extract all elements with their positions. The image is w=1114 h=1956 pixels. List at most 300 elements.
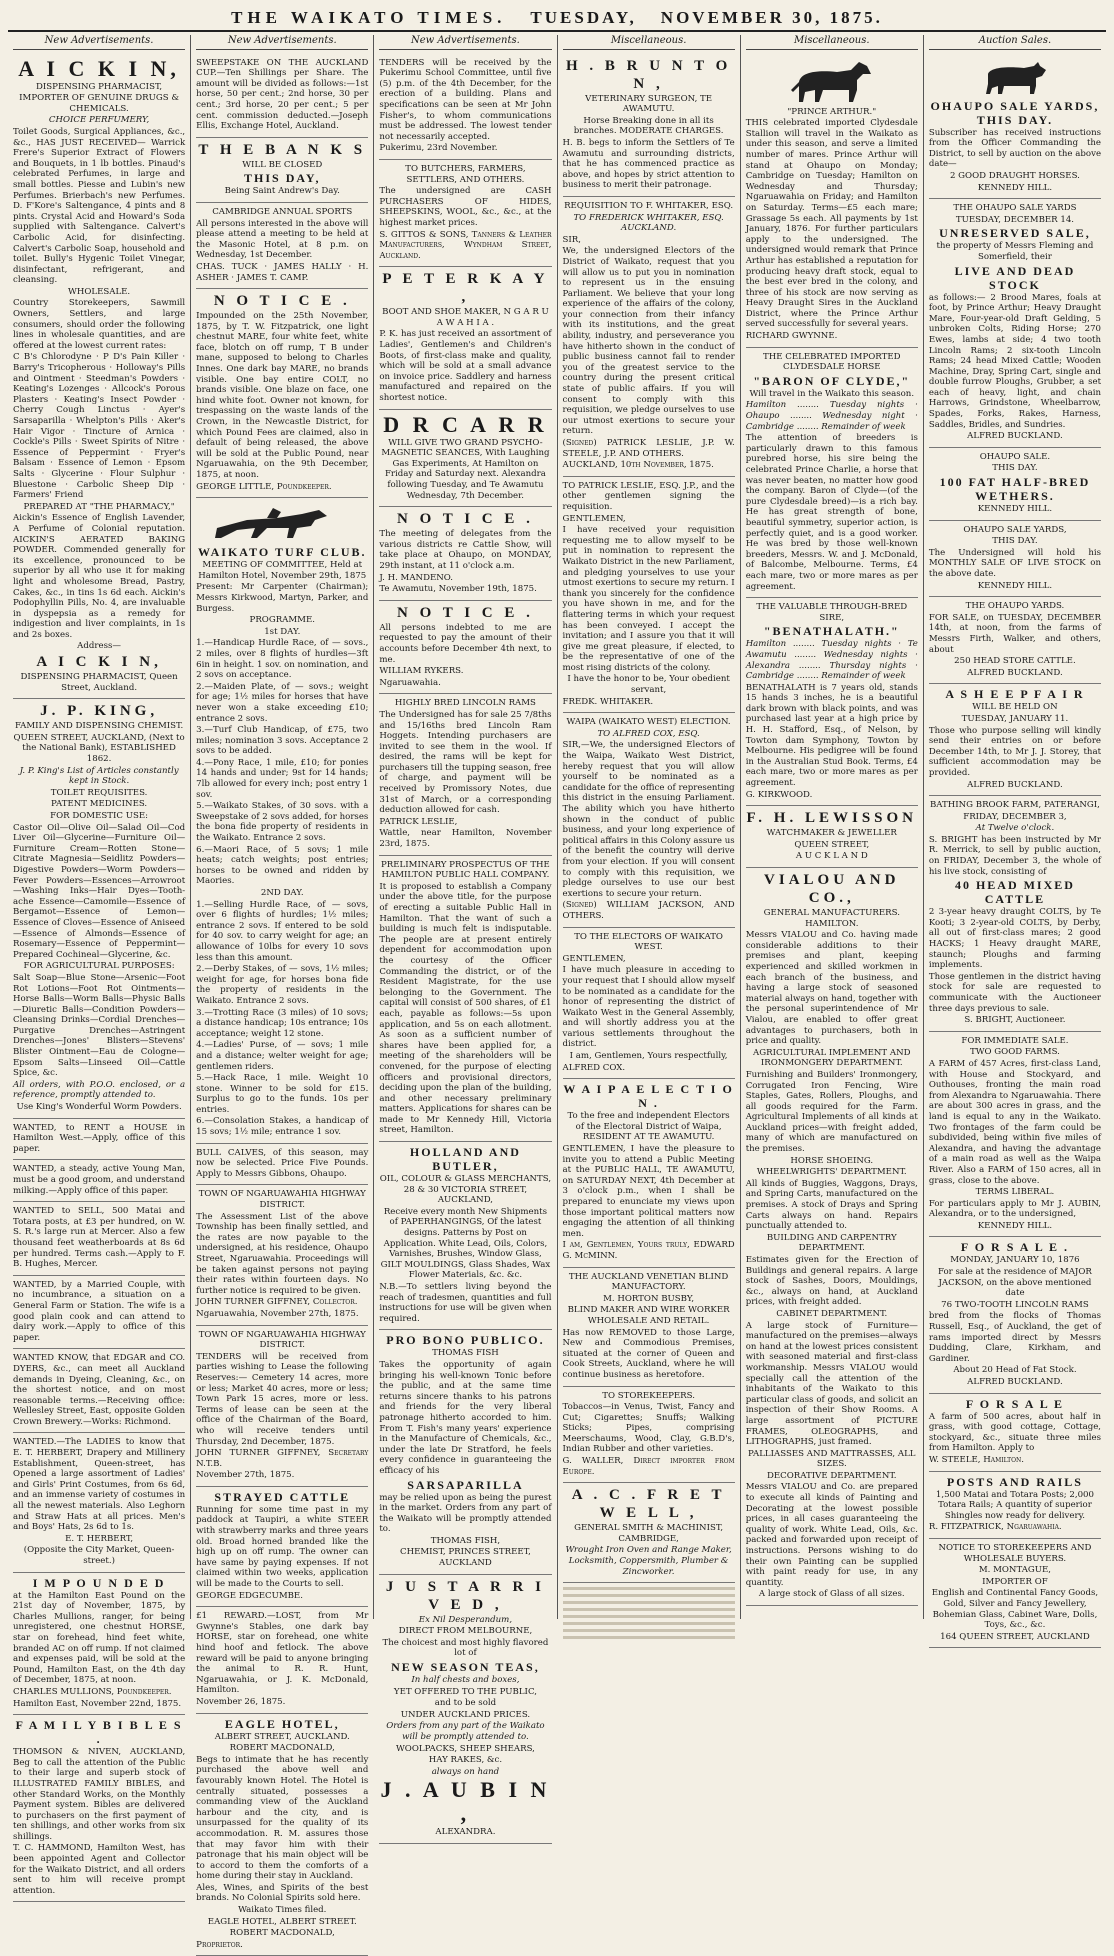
racehorse-icon — [207, 504, 357, 542]
ad-heading: D R C A R R — [383, 411, 548, 437]
ad-body: The meeting of delegates from the various districts re Cattle Show, will take place at Ohaupo, on MONDAY, 29th instant, at 11 o'clock a.m. — [379, 529, 552, 571]
ad-signature: (Signed) WILLIAM JACKSON, AND OTHERS. — [562, 900, 735, 921]
ad-body: Messrs VIALOU and Co. having made considerable additions to their premises and plant, keeping experienced and skilled workmen in each branch of the business, and having a large stock of seasoned material always on hand, together with the personal superintendence of Mr Vialou, are enabled to offer great advantages to purchasers, both in price and quality. — [745, 930, 918, 1047]
ad-heading: CAMBRIDGE ANNUAL SPORTS — [212, 206, 353, 217]
ad-line: Ngaruawahia, November 27th, 1875. — [196, 1308, 359, 1319]
ad-heading: A S H E E P F A I R — [945, 687, 1085, 702]
ad-subheading: 250 HEAD STORE CATTLE. — [954, 656, 1076, 667]
posts-rails-ad — [929, 1472, 1101, 1539]
ad-body: A large stock of Furniture—manufactured on the premises—always on hand at the lowest prices consistent with seasoned material and first-class workmanship. Messrs VIALOU would specially call the attention of the inhabitants of the Waikato to this particular class of goods, and solicit an inspection of their Show Rooms. A large assortment of PICTURE FRAMES, OLEOGRAPHS, and LITHOGRAPHS, just framed. — [745, 1320, 918, 1448]
ad-subheading: 76 TWO-TOOTH LINCOLN RAMS — [941, 1299, 1089, 1310]
ad-body: FOR SALE, on TUESDAY, DECEMBER 14th, at noon, from the farms of Messrs Firth, Walker, and others, about — [928, 612, 1102, 655]
ad-signature: PATRICK LESLIE, — [379, 816, 458, 827]
masthead-date: NOVEMBER 30, 1875. — [660, 8, 883, 27]
ad-line: J. P. King's List of Articles constantly kept in Stock. — [19, 765, 179, 787]
ad-body: BENATHALATH is 7 years old, stands 15 hands 3 inches, he is a beautiful dark brown with black points, and was purchased last year at a high price by H. H. Stafford, Esq., of Nelson, by Towton dam Symphony, Towton by Melbourne. His pedigree will be found in the Australian Stud Book. Terms, £4 each mare, two or more mares as per agreement. — [745, 682, 918, 789]
ad-line: Will travel in the Waikato this season. — [749, 388, 915, 399]
ad-line: QUEEN STREET, AUCKLAND, (Next to the National Bank), ESTABLISHED 1862. — [13, 732, 185, 765]
ad-subheading: LIVE AND DEAD STOCK — [954, 263, 1076, 292]
ad-subheading: TERMS LIBERAL. — [975, 1187, 1055, 1198]
ad-subheading: HORSE SHOEING. — [790, 1155, 874, 1166]
ad-body: I have much pleasure in acceding to your request that I should allow myself to be nominated as a candidate for the honor of representing the district of Waikato West in the General Assembly, and will shortly address you at the various settlements throughout the district. — [562, 965, 735, 1050]
ad-body: Those who purpose selling will kindly send their entries on or before December 14th, to Mr J. J. Storey, that sufficient accommodation may be provided. — [928, 725, 1102, 778]
ad-line: YET OFFERED TO THE PUBLIC, — [393, 1686, 537, 1697]
ad-heading: F A M I L Y B I B L E S . — [15, 1718, 183, 1747]
ad-line: ALBERT STREET, AUCKLAND. — [214, 1731, 350, 1742]
ad-heading: OHAUPO SALE YARDS, — [963, 524, 1067, 535]
ad-subheading: MONDAY, JANUARY 10, 1876 — [950, 1255, 1080, 1266]
ad-subheading: WOOLPACKS, SHEEP SHEARS, — [395, 1743, 535, 1754]
ad-heading: HOLLAND AND BUTLER, — [409, 1145, 521, 1174]
montague-ad — [929, 1539, 1101, 1648]
ad-heading: F O R S A L E — [965, 1396, 1065, 1411]
ad-heading: TOWN OF NGARUAWAHIA HIGHWAY DISTRICT. — [198, 1329, 366, 1351]
ad-line: FOR AGRICULTURAL PURPOSES: — [23, 961, 175, 972]
herbert-ad — [13, 1433, 185, 1572]
ad-line: A large stock of Glass of all sizes. — [758, 1589, 905, 1600]
masthead — [8, 6, 1106, 32]
masthead-title: THE WAIKATO TIMES. — [231, 8, 507, 27]
ad-heading: TOWN OF NGARUAWAHIA HIGHWAY DISTRICT. — [198, 1189, 366, 1211]
ad-heading: W A I P A E L E C T I O N . — [563, 1082, 734, 1111]
column-6 — [924, 35, 1106, 1642]
ad-line: Te Awamutu, November 19th, 1875. — [379, 584, 537, 595]
race-item: 1.—Handicap Hurdle Race, of — sovs., 2 miles, over 8 flights of hurdles—3ft 6in in height. 1 sov. on nomination, and 2 sovs on acceptance. — [196, 638, 369, 681]
ad-heading: STRAYED CATTLE — [214, 1489, 351, 1504]
cattle-show-notice — [379, 507, 551, 601]
ad-line: TO ALFRED COX, ESQ. — [597, 728, 700, 739]
ad-line: November 27th, 1875. — [196, 1470, 295, 1481]
ad-line: ROBERT MACDONALD, — [229, 1928, 335, 1939]
dr-carr-ad — [379, 410, 551, 508]
ad-body: may be relied upon as being the purest in the market. Orders from any part of the Waikato will be promptly attended to. — [379, 1492, 552, 1535]
ad-body: N.B.—To settlers living beyond the reach of tradesmen, quantities and full instructions for use will be given when required. — [379, 1282, 552, 1324]
aickin-ad — [13, 54, 185, 700]
ad-heading: FOR IMMEDIATE SALE. — [961, 1035, 1069, 1046]
ad-line: and to be sold — [434, 1698, 497, 1709]
ad-body: A FARM of 457 Acres, first-class Land, with House and Stockyard, and Outhouses, fronting the main road from Alexandra to Ngaruawahia. There are about 300 acres in grass, and the land is equal to any in the Waikato. Two frontages of the farm could be subdivided, being within five miles of Alexandra, and having the advantage of a main road as well as the Waipa River. Also a FARM of 150 acres, all in grass, close to the above. — [928, 1058, 1102, 1186]
ad-line: 2ND DAY. — [260, 888, 304, 898]
ad-body: Aickin's Essence of English Lavender, A Perfume of Colonial reputation. AICKIN'S AERATED BAKING POWDER. Commended generally for its excellence, pronounced to be superior by all who use it for making light and wholesome Bread, Pastry, Cakes, &c., in tins 1s 6d each. Aickin's Podophyllin Pills, No. 4, are invaluable in dyspepsia as a remedy for indigestion and liver complaints, in 1s and 2s boxes. — [13, 513, 186, 640]
wethers-sale-ad — [929, 448, 1101, 521]
ad-heading: THE CELEBRATED IMPORTED CLYDESDALE HORSE — [763, 351, 901, 373]
ad-line: 164 QUEEN STREET, AUCKLAND — [940, 1631, 1090, 1642]
ad-body: Messrs VIALOU and Co. are prepared to execute all kinds of Painting and Decorating at the lowest possible prices, in all cases guaranteeing the quality of work. White Lead, Oils, &c. packed and forwarded upon receipt of instructions. Persons wishing to do their own Painting can be supplied with paint ready for use, in any quantity. — [745, 1482, 918, 1588]
column-2 — [191, 35, 374, 1950]
ad-signature: J. H. MANDENO. — [379, 572, 454, 583]
ad-heading: NOTICE TO STOREKEEPERS AND WHOLESALE BUYERS. — [938, 1542, 1092, 1564]
ad-body: Furnishing and Builders' Ironmongery, Corrugated Iron Fencing, Wire Staples, Gates, Rollers, Ploughs, and all goods required for the Farm. Agricultural Implements of all kinds at Auckland prices—with freight added, many of which are manufactured on the premises. — [745, 1069, 918, 1155]
faded-text — [563, 1587, 735, 1639]
ad-heading: THE VALUABLE THROUGH-BRED SIRE, — [756, 602, 908, 623]
ad-body: Tobaccos—in Venus, Twist, Fancy and Cut; Cigarettes; Snuffs; Walking Sticks; Pipes, comprising Meerschaums, Wood, Clay, G.B.D's, Indian Rubber and other varieties. — [562, 1402, 735, 1455]
ad-line: THOMAS FISH, — [430, 1535, 501, 1546]
ad-body: WANTED, a steady, active Young Man, must be a good groom, and understand milking.—Apply office of this paper. — [13, 1164, 186, 1196]
thomas-fish-ad — [379, 1330, 551, 1574]
ad-subheading: SARSAPARILLA — [407, 1477, 524, 1492]
ad-signature: WILLIAM RYKERS. — [379, 666, 464, 677]
cox-requisition — [563, 713, 735, 927]
farm-for-sale-ad — [929, 1394, 1101, 1472]
ad-subheading: DECORATIVE DEPARTMENT. — [767, 1470, 897, 1481]
whitaker-reply — [563, 477, 735, 713]
ad-body: The Undersigned will hold his MONTHLY SALE OF LIVE STOCK on the above date. — [928, 547, 1102, 579]
ad-signature: G. KIRKWOOD. — [745, 789, 813, 800]
public-hall-prospectus — [379, 856, 551, 1142]
rykers-notice — [379, 601, 551, 695]
ad-line: Ngaruawahia. — [379, 677, 441, 688]
ad-line: Wrought Iron Oven and Range Maker, Locksmith, Coppersmith, Plumber & Zincworker. — [565, 1545, 732, 1577]
ad-line: Orders from any part of the Waikato will be promptly attended to. — [386, 1721, 545, 1742]
ad-body: Ales, Wines, and Spirits of the best brands. No Colonial Spirits sold here. — [196, 1882, 369, 1904]
ad-body: S. BRIGHT has been instructed by Mr R. Merrick, to sell by public auction, on FRIDAY, December 3, the whole of his live stock, consisting of — [928, 834, 1102, 877]
ad-line: TUESDAY, DECEMBER 14. — [955, 214, 1075, 225]
ad-subheading: THIS DAY. — [976, 112, 1054, 127]
race-item: 2.—Derby Stakes, of — sovs, 1½ miles; weight for age, for horses bona fide the property of residents in the Waikato. Entrance 2 sovs. — [196, 964, 369, 1006]
ad-heading: OHAUPO SALE YARDS, — [930, 98, 1100, 113]
ad-line: At Twelve o'clock. — [975, 823, 1055, 834]
ad-signature: G. WALLER, Direct importer from Europe. — [562, 1456, 735, 1477]
baron-of-clyde-ad — [746, 348, 918, 598]
ad-signature: (Signed) PATRICK LESLIE, J.P. W. STEELE, J.P. AND OTHERS. — [562, 438, 735, 459]
ad-heading: H . B R U N T O N , — [565, 57, 732, 92]
strayed-cattle-ad — [196, 1487, 368, 1607]
ad-line: TO PATRICK LESLIE, ESQ. J.P., and the other gentlemen signing the requisition. — [562, 480, 735, 512]
ad-subheading: HAY RAKES, &c. — [428, 1755, 503, 1766]
eagle-hotel-ad — [196, 1714, 368, 1956]
ad-line: IMPORTER OF GENUINE DRUGS & CHEMICALS. — [19, 93, 180, 114]
ad-body: 1,500 Matai and Totara Posts; 2,000 Totara Rails; A quantity of superior Shingles now ready for delivery. — [935, 1489, 1094, 1521]
ad-line: For sale at the residence of MAJOR JACKSON, on the above mentioned date — [938, 1267, 1092, 1299]
unreserved-sale-ad — [929, 199, 1101, 448]
ad-body: TENDERS will be received by the Pukerimu School Committee, until five (5) p.m. of the 4th December, for the erection of a building. Plans and specifications can be seen at Mr John Fisher's, to whom communications must be addressed. The lowest tender not necessarily accepted. — [379, 57, 552, 142]
race-item: 6.—Consolation Stakes, a handicap of 15 sovs; 1½ mile; entrance 1 sov. — [196, 1116, 369, 1138]
ad-signature: S. GITTOS & SONS, Tanners & Leather Manufacturers, Wyndham Street, Auckland. — [379, 229, 552, 261]
ad-heading: WAIPA (WAIKATO WEST) ELECTION. — [566, 717, 731, 728]
ad-line: Address— — [77, 641, 121, 652]
ad-subheading: "BARON OF CLYDE," — [753, 373, 911, 388]
ad-line: FOR DOMESTIC USE: — [50, 811, 148, 821]
impounded-ad — [13, 1573, 185, 1716]
ad-body: We, the undersigned Electors of the District of Waikato, request that you will allow us to put you in nomination to represent us in the ensuing Parliament. We believe that your long experience of the affairs of the colony, your connection from their infancy with its institutions, and the great ability, industry, and perseverance you have hitherto shown in the conduct of public business cannot fail to render you of the greatest service to the country during the present critical state of public affairs. If you will consent to comply with this requisition, we pledge ourselves to use our utmost exertions to secure your return. — [562, 246, 735, 437]
ad-subheading: CABINET DEPARTMENT. — [776, 1308, 888, 1319]
ad-body: C B's Chlorodyne · P D's Pain Killer · Barry's Tricopherous · Holloway's Pills and Ointment · Steedman's Powders · Keating's Lozenges · Allcock's Porous Plasters · Keating's Insect Powder · Cherry Cough Linctus · Ayer's Sarsaparilla · Whelpton's Pills · Aker's Hair Vigor · Tincture of Arnica · Cockle's Pills · Sweet Spirits of Nitre · Essence of Peppermint · Fryer's Balsam · Essence of Lemon · Epsom Salts · Glycerine · Flour Sulphur · Bluestone · Carbolic Sheep Dip · Farmers' Friend — [13, 352, 186, 501]
ad-signature: KENNEDY HILL. — [977, 504, 1053, 515]
ad-body: 2 3-year heavy draught COLTS, by Te Kooti; 3 2-year-old COLTS, by Derby, all out of first-class mares; 2 good HACKS; 1 Heavy draught MARE, staunch; Ploughs and farming implements. — [928, 907, 1102, 971]
ad-line: I am, Gentlemen, Yours respectfully, — [569, 1051, 728, 1062]
ad-subheading: WATCHMAKER & JEWELLER — [766, 828, 897, 839]
ad-line: Hamilton ........ Tuesday nights · Ohaupo ........ Wednesday night · Cambridge ........ Remainder of week — [745, 400, 918, 432]
ad-body: £1 REWARD.—LOST, from Mr Gwynne's Stables, one dark bay HORSE, star on forehead, one white hind hoof and fetlock. The above reward will be paid to anyone bringing the animal to R. R. Hunt, Ngaruawahia, or J. K. McDonald, Hamilton. — [196, 1611, 369, 1696]
ad-heading: OHAUPO SALE. — [979, 451, 1051, 462]
ad-body: All kinds of Buggies, Waggons, Drays, and Spring Carts, manufactured on the premises. A stock of Drays and Spring Carts always on hand. Repairs punctually attended to. — [745, 1178, 918, 1232]
ad-signature: ALFRED BUCKLAND. — [967, 667, 1063, 678]
wanted-ad — [13, 1160, 185, 1202]
ad-line: MEETING OF COMMITTEE, Held at Hamilton Hotel, November 29th, 1875 — [198, 560, 367, 581]
ad-line: WILL BE CLOSED — [242, 159, 323, 170]
ad-subheading: "BENATHALATH." — [763, 624, 900, 639]
ad-body: Castor Oil—Olive Oil—Salad Oil—Cod Liver Oil—Glycerine—Furniture Oil—Furniture Cream—Rotten Stone—Citrate Magnesia—Seidlitz Powders—Digestive Powders—Worm Powders—Fever Powders—Essences—Arrowroot—Washing Inks—Hair Dyes—Tooth-ache Essence—Camomile—Essence of Bergamot—Essence of Lemon—Essence of Cloves—Essence of Aniseed—Essence of Almonds—Essence of Rosemary—Essence of Peppermint—Prepared Cochineal—Glycerine, &c. — [13, 822, 186, 960]
ad-body: The Assessment List of the above Township has been finally settled, and the rates are now payable to the undersigned, at his residence, Ohaupo Street, Ngaruawahia. Proceedings will be taken against persons not paying their rates within fourteen days. No further notice is required to be given. — [196, 1211, 369, 1296]
ad-body: H. B. begs to inform the Settlers of Te Awamutu and surrounding districts, that he has commenced practice as above, and hopes by strict attention to business to merit their patronage. — [562, 137, 735, 191]
ad-body: WANTED KNOW, that EDGAR and CO. DYERS, &c., can meet all Auckland demands in Dyeing, Cleaning, &c., on the shortest notice, and on most reasonable terms.—Receiving office: Wellesley Street, East, opposite Golden Crown Brewery.—Works: Richmond. — [13, 1353, 186, 1427]
ad-body: Impounded on the 25th November, 1875, by T. W. Fitzpatrick, one light chestnut MARE, four white feet, white face, blotch on off rump, T B under mane, supposed to belong to Charles Innes. One dark bay MARE, no brands visible. One bay entire COLT, no brands visible. One blaze on face, one hind white foot. Owner not known, for trespassing on the waste lands of the Crown, in the Newcastle District, for which Pound Fees are claimed, also in default of being released, the above will be sold at the Public Pound, near Ngaruawahia, on the 9th December, 1875, at noon. — [196, 311, 369, 480]
ad-body: WANTED, to RENT a HOUSE in Hamilton West.—Apply, office of this paper. — [13, 1122, 186, 1154]
ad-body: All persons interested in the above will please attend a meeting to be held at the Masonic Hotel, at 8 p.m. on Wednesday, 1st December. — [196, 218, 369, 261]
ad-body: as follows:— 2 Brood Mares, foals at foot, by Prince Arthur; Heavy Draught Mare, Four-year-old Draft Gelding, 5 unbroken Colts, Riding Horse; 270 Ewes, lambs at side; 4 two tooth Lincoln Rams; 2 six-tooth Lincoln Rams; 24 head Mixed Cattle; Wooden Machine, Dray, Spring Cart, single and double furrow Ploughs, Grubber, a set each of heavy, light, and chain Harrows, Grindstone, Wheelbarrow, Spades, Forks, Rakes, Harness, Saddles, Bridles, and Sundries. — [928, 292, 1102, 430]
ad-heading: REQUISITION TO F. WHITAKER, ESQ. — [564, 200, 734, 211]
just-arrived-ad — [379, 1575, 551, 1844]
whitaker-requisition — [563, 197, 735, 477]
ad-signature: ALFRED BUCKLAND. — [967, 779, 1063, 790]
ad-body: Takes the opportunity of again bringing his well-known Tonic before the public, and at the same time returns sincere thanks to his patrons and friends for the very liberal patronage hitherto accorded to him. From T. Fish's many years' experience in the Manufacture of Chemicals, &c., under the late Dr Stratford, he feels every confidence in guaranteeing the efficacy of his — [379, 1359, 552, 1476]
ad-line: WILL BE HELD ON — [972, 702, 1058, 713]
ad-heading: HIGHLY BRED LINCOLN RAMS — [394, 698, 536, 709]
ad-subheading: UNDER AUCKLAND PRICES. — [400, 1709, 531, 1720]
butchers-ad — [379, 160, 551, 267]
ad-subheading: TUESDAY, JANUARY 11. — [961, 713, 1069, 724]
ad-heading: BATHING BROOK FARM, PATERANGI, — [929, 800, 1100, 811]
ad-body: Subscriber has received instructions from the Officer Commanding the District, to sell by auction on the above date— — [928, 127, 1102, 170]
ad-body: WANTED, by a Married Couple, with no incumbrance, a situation on a General Farm or Station. The wife is a good plain cook and can attend to dairy work.—Apply to office of this paper. — [13, 1279, 186, 1343]
ad-heading: PRO BONO PUBLICO. — [386, 1333, 545, 1348]
ad-body: A farm of 500 acres, about half in grass, with good cottage, Cottage, stockyard, &c., situate three miles from Hamilton. Apply to — [928, 1411, 1102, 1454]
ad-body: SWEEPSTAKE ON THE AUCKLAND CUP.—Ten Shillings per Share. The amount will be divided as follows:—1st horse, 50 per cent.; 2nd horse, 30 per cent.; 3rd horse, 20 per cent.; 5 per cent. commission deducted.—Joseph Ellis, Exchange Hotel, Auckland. — [196, 57, 369, 132]
ad-line: Hamilton ........ Tuesday nights · Te Awamutu ........ Wednesday nights · Alexandra ........ Thursday nights · Cambridge ........ Remainder of week — [745, 639, 918, 682]
ad-line: BLIND MAKER AND WIRE WORKER WHOLESALE AND RETAIL. — [567, 1305, 730, 1326]
ad-signature: CHAS. TUCK · JAMES HALLY · H. ASHER · JAMES T. CAMP. — [196, 261, 369, 283]
ad-subheading: BUILDING AND CARPENTRY DEPARTMENT. — [766, 1232, 897, 1254]
ad-line: GENERAL SMITH & MACHINIST, CAMBRIDGE, — [574, 1523, 724, 1544]
race-item: 5.—Waikato Stakes, of 30 sovs. with a Sweepstake of 2 sovs added, for horses the bona fide property of residents in the Waikato. Entrance 2 sovs. — [196, 801, 369, 844]
ad-signature: ALFRED BUCKLAND. — [967, 1377, 1063, 1387]
ad-line: ALEXANDRA. — [435, 1827, 496, 1838]
race-item: 5.—Hack Race, 1 mile. Weight 10 stone. Winner to be sold for £15. Surplus to go to the funds. 10s per entries. — [196, 1073, 369, 1115]
ad-line: Hamilton East, November 22nd, 1875. — [13, 1698, 182, 1709]
two-farms-ad — [929, 1032, 1101, 1238]
column-heading: Auction Sales. — [929, 35, 1101, 50]
ad-subheading: M. MONTAGUE, — [978, 1565, 1052, 1576]
ad-line: A U C K L A N D — [795, 851, 868, 862]
fretwell-ad — [563, 1483, 735, 1583]
ad-body: at the Hamilton East Pound on the 21st day of November, 1875, by Charles Mullions, ranger, for being unregistered, one chestnut HORSE, star on forehead, hind feet white, branded AC on off rump. If not claimed and expenses paid, will be sold at the Pound, Hamilton East, on the 4th day of December, 1875, at noon. — [13, 1590, 186, 1686]
brunton-ad — [563, 54, 735, 197]
race-item: 6.—Maori Race, of 5 sovs; 1 mile heats; catch weights; post entries; horses to be owned and ridden by Maories. — [196, 844, 369, 887]
ad-body: All persons indebted to me are requested to pay the amount of their accounts before December 4th next, to me. — [379, 622, 552, 665]
ad-heading: F O R S A L E . — [960, 1240, 1070, 1255]
ad-body: The attention of breeders is particularly drawn to this famous purebred horse, his sire being the celebrated Prince Charlie, a horse that was never beaten, no matter how good the company. Baron of Clyde—(of the pure Clydesdale breed)—is a rich bay. He has great strength of bone, beautiful symmetry, superior action, is perfectly quiet, and is a good worker. He was bred by those well-known breeders, Messrs. W. and J. McDonald, of Balcombe, Melbourne. Terms, £4 each mare, two or more mares as per agreement. — [745, 433, 918, 592]
ad-line: The choicest and most highly flavored lot of — [382, 1637, 549, 1659]
lincoln-rams-sale-ad — [929, 1237, 1101, 1393]
ad-line: All orders, with P.O.O. enclosed, or a reference, promptly attended to. — [13, 1079, 186, 1101]
ad-subheading: NEW SEASON TEAS, — [391, 1660, 540, 1675]
reward-ad — [196, 1607, 368, 1713]
ad-body: Receive every month New Shipments of PAPERHANGINGS, Of the latest designs. Patterns by Post on Application. White Lead, Oils, Colors, Varnishes, Brushes, Window Glass, GILT MOULDINGS, Glass Shades, Wax Flower Materials, &c. &c. — [380, 1206, 551, 1281]
wanted-ad — [13, 1119, 185, 1161]
column-4 — [558, 35, 741, 1619]
ad-heading: J. P. KING, — [40, 703, 159, 720]
race-item: 3.—Trotting Race (3 miles) of 10 sovs; a distance handicap; 10s entrance; 10s acceptance; weight 12 stone. — [196, 1007, 369, 1039]
column-heading: New Advertisements. — [13, 35, 185, 50]
ad-subheading: FAMILY AND DISPENSING CHEMIST. — [14, 721, 184, 732]
ad-line: TO FREDERICK WHITAKER, ESQ. AUCKLAND. — [573, 212, 724, 234]
ad-line: About 20 Head of Fat Stock. — [953, 1365, 1077, 1376]
ad-subheading: UNRESERVED SALE, — [939, 226, 1091, 241]
race-item: 4.—Ladies' Purse, of — sovs; 1 mile and a distance; welter weight for age; gentlemen riders. — [196, 1040, 369, 1072]
wanted-ad — [13, 1202, 185, 1276]
ad-line: To the free and independent Electors of the Electoral District of Waipa, RESIDENT AT TE AWAMUTU. — [567, 1111, 730, 1143]
ad-body: Has now REMOVED to those Large, New and Commodious Premises, situated at the corner of Queen and Cook Streets, Auckland, where he will continue business as heretofore. — [562, 1327, 735, 1380]
ad-body: T. C. HAMMOND, Hamilton West, has been appointed Agent and Collector for the Waikato District, and all orders sent to him will receive prompt attention. — [13, 1843, 186, 1896]
ad-heading: POSTS AND RAILS — [946, 1474, 1083, 1489]
ad-heading: PRELIMINARY PROSPECTUS OF THE HAMILTON PUBLIC HALL COMPANY. — [381, 859, 550, 881]
highway-tenders-ad — [196, 1326, 368, 1487]
prince-arthur-ad — [746, 54, 918, 348]
ad-body: GENTLEMEN, I have the pleasure to invite you to attend a Public Meeting at the PUBLIC HALL, TE AWAMUTU, on SATURDAY NEXT, 4th December at 3 o'clock p.m., when I shall be prepared to enunciate my views upon those important political matters now engaging the attention of all thinking men. — [562, 1144, 735, 1239]
ad-line: BOOT AND SHOE MAKER, N G A R U A W A H I A . — [382, 307, 549, 328]
lewisson-ad — [746, 806, 918, 868]
wanted-ad — [13, 1276, 185, 1350]
ad-line: Waikato Times filed. — [238, 1905, 327, 1916]
ad-body: I have received your requisition requesting me to allow myself to be put in nomination to represent the Waikato District in the new Parliament, and pledging yourselves to use your utmost exertions to secure my return. I thank you sincerely for the confidence you have shown in me, and for the flattering terms in which your request has been conveyed. I accept the invitation; and I assure you that it will give me great pleasure, if elected, to be the representative of one of the most rising districts of the colony. — [562, 525, 735, 673]
ad-heading: TO BUTCHERS, FARMERS, SETTLERS, AND OTHERS. — [405, 163, 526, 185]
ad-body: BULL CALVES, of this season, may now be selected. Price Five Pounds. Apply to Messrs Gibbons, Ohaupo. — [196, 1147, 369, 1179]
ad-line: Horse Breaking done in all its branches. MODERATE CHARGES. — [573, 115, 724, 137]
ad-heading: N O T I C E . — [213, 293, 351, 310]
column-heading: Miscellaneous. — [563, 35, 735, 50]
ad-line: AUCKLAND, 10th November, 1875. — [562, 460, 714, 471]
ad-line: always on hand — [431, 1766, 500, 1777]
ad-heading: THE AUCKLAND VENETIAN BLIND MANUFACTORY. — [568, 1271, 729, 1293]
column-heading: New Advertisements. — [196, 35, 368, 50]
pound-notice-ad — [196, 289, 368, 498]
ad-heading: WAIKATO TURF CLUB. — [197, 545, 367, 560]
ad-body: The undersigned are CASH PURCHASERS OF HIDES, SHEEPSKINS, WOOL, &c., &c., at the highest market prices. — [379, 186, 552, 228]
ad-subheading: EAGLE HOTEL, ALBERT STREET. — [207, 1916, 357, 1927]
race-item: 4.—Pony Race, 1 mile, £10; for ponies 14 hands and under; 9st for 14 hands; 7lb allowed for every inch; post entry 1 sov. — [196, 757, 369, 800]
draught-horse-icon — [787, 60, 877, 104]
ad-line: GENERAL MANUFACTURERS. HAMILTON. — [763, 908, 900, 929]
ad-line: GENTLEMEN, — [562, 953, 626, 964]
ad-body: SIR,—We, the undersigned Electors of the Waipa, Waikato West District, hereby request that you will allow yourself to be nominated as a candidate for the office of representing this district in the ensuing Parliament. The ability which you have hitherto shown in the conduct of public business, and your long experience of political affairs in this Colony assure us of the benefit the country will derive from your election. If you will consent to comply with this requisition, we pledge ourselves to use our best exertions to secure your return. — [562, 740, 735, 899]
ad-heading: I M P O U N D E D — [32, 1575, 166, 1590]
ad-line: OIL, COLOUR & GLASS MERCHANTS, 28 & 30 VICTORIA STREET, AUCKLAND, — [379, 1174, 552, 1206]
ad-body: WILL GIVE TWO GRAND PSYCHO-MAGNETIC SEANCES, With Laughing Gas Experiments, At Hamilton on Friday and Saturday next. Alexandra following Tuesday, and Te Awamutu Wednesday, 7th December. — [381, 437, 550, 501]
ad-subheading: PREPARED AT "THE PHARMACY," — [23, 501, 175, 512]
waipa-election-ad — [563, 1079, 735, 1267]
ad-subheading: WHEELWRIGHTS' DEPARTMENT. — [756, 1167, 907, 1178]
ad-signature: S. BRIGHT, Auctioneer. — [964, 1015, 1066, 1026]
ad-subheading: PROGRAMME. — [249, 615, 315, 626]
ad-line: Use King's Wonderful Worm Powders. — [16, 1102, 182, 1113]
ad-signature: KENNEDY HILL. — [977, 1220, 1053, 1231]
ad-body: bred from the flocks of Thomas Russell, Esq., of Auckland, the get of rams imported direct by Messrs Dudding, Clare, Kirkham, and Gardiner. — [928, 1311, 1102, 1364]
ad-line: SIR, — [562, 234, 581, 245]
ad-signature: GEORGE LITTLE, Poundkeeper. — [196, 481, 332, 492]
ad-line: CHOICE PERFUMERY, — [48, 115, 150, 126]
ad-heading: A . C . F R E T W E L L , — [571, 1487, 726, 1522]
ad-signature: RICHARD GWYNNE. — [745, 331, 838, 342]
ad-signature: ALFRED COX. — [562, 1062, 626, 1073]
ad-body: For particulars apply to Mr J. AUBIN, Alexandra, or to the undersigned, — [928, 1198, 1102, 1220]
ad-body: Present: Mr Carpenter (Chairman); Messrs Kirkwood, Martyn, Parker, and Burgess. — [196, 582, 369, 614]
monthly-sale-ad — [929, 521, 1101, 598]
ad-subheading: THOMAS FISH — [432, 1348, 499, 1359]
ad-body: WANTED.—The LADIES to know that E. T. HERBERT, Drapery and Millinery Establishment, Queen-street, has Opened a large assortment of Ladies' and Girls' Print Costumes, from 6s 6d, and an immense variety of costumes in all the newest materials. Also Leghorn and Straw Hats at all prices. Men's and Boys' Hats, 2s 6d to 1s. — [13, 1437, 186, 1533]
ad-body: P. K. has just received an assortment of Ladies', Gentlemen's and Children's Boots, of first-class make and quality, which will be sold at a small advance on invoice price. Saddlery and harness manufactured and repaired on the shortest notice. — [379, 329, 552, 404]
ad-signature: KENNEDY HILL. — [977, 580, 1053, 591]
race-item: 1.—Selling Hurdle Race, of — sovs, over 6 flights of hurdles; 1½ miles; entrance 2 sovs. If entered to be sold for 40 sov. to carry weight for age; an allowance of 10lbs for every 10 sovs less than this amount. — [196, 899, 369, 963]
column-heading: New Advertisements. — [379, 35, 551, 50]
ad-subheading: ROBERT MACDONALD, — [229, 1743, 335, 1754]
ad-subheading: WHOLESALE. — [68, 286, 131, 297]
ad-signature: CHARLES MULLIONS, Poundkeeper. — [13, 1686, 172, 1697]
ad-body: Estimates given for the Erection of Buildings and general repairs. A large stock of Sashes, Doors, Mouldings, &c., always on hand, at Auckland prices, with freight added. — [745, 1255, 918, 1308]
ad-line: CHEMIST, PRINCES STREET, AUCKLAND — [400, 1547, 531, 1569]
ad-line: DISPENSING PHARMACIST, Queen Street, Auckland. — [20, 672, 178, 693]
ad-body: Those gentlemen in the district having stock for sale are requested to communicate with the Auctioneer three days previous to sale. — [928, 971, 1102, 1014]
ad-heading: THE OHAUPO SALE YARDS — [953, 203, 1077, 214]
ad-line: VETERINARY SURGEON, TE AWAMUTU. — [585, 93, 713, 115]
ad-line: I have the honor to be, Your obedient servant, — [567, 674, 730, 696]
ad-subheading: DISPENSING PHARMACIST, — [36, 81, 163, 92]
ad-heading: THE OHAUPO YARDS. — [965, 601, 1065, 612]
bull-calves-ad — [196, 1144, 368, 1186]
sheep-fair-ad — [929, 684, 1101, 796]
ad-subheading: 2 GOOD DRAUGHT HORSES. — [949, 170, 1080, 181]
columns — [8, 35, 1106, 1950]
ad-signature: ALFRED BUCKLAND. — [967, 431, 1063, 442]
ad-line: Being Saint Andrew's Day. — [224, 186, 340, 197]
ad-body: Begs to intimate that he has recently purchased the above well and favourably known Hotel. The Hotel is centrally situated, possesses a commanding view of the Auckland harbour and the city, and is unsurpassed for the quality of its accommodation. R. M. assures those that may favor him with their patronage that his main object will be to accord to them the comforts of a home during their stay in Auckland. — [196, 1754, 369, 1882]
ad-subheading: TWO GOOD FARMS. — [969, 1047, 1060, 1058]
ad-subheading: 100 FAT HALF-BRED WETHERS. — [939, 475, 1091, 504]
masthead-day: TUESDAY, — [530, 8, 637, 27]
ad-line: Wattle, near Hamilton, November 23rd, 1875. — [379, 828, 552, 850]
column-3 — [374, 35, 557, 1838]
ad-heading: J . A U B I N , — [380, 1777, 551, 1827]
ad-body: Salt Soap—Blue Stone—Arsenic—Foot Rot Lotions—Foot Rot Ointments—Horse Balls—Worm Balls—Physic Balls—Diuretic Balls—Condition Powders—Cleansing Drinks—Cordial Drenches—Purgative Drenches—Astringent Drenches—Jones' Blisters—Stevens' Blister Ointment—Eau de Cologne—Epsom Salts—Linseed Oil—Cattle Spice, &c. — [13, 972, 186, 1079]
tenders-ad — [379, 54, 551, 160]
cambridge-sports-ad — [196, 203, 368, 289]
ad-line: QUEEN STREET, — [794, 839, 870, 850]
ad-body: THOMSON & NIVEN, AUCKLAND, Beg to call the attention of the Public to their large and superb stock of ILLUSTRATED FAMILY BIBLES, and other Standard Works, on the Monthly Payment system. Bibles are delivered to purchasers on the first payment of ten shillings, and other works from six shillings. — [13, 1747, 186, 1842]
ad-heading: EAGLE HOTEL, — [224, 1716, 340, 1731]
ad-heading: TO STOREKEEPERS. — [602, 1390, 695, 1401]
column-5 — [741, 35, 924, 1619]
ad-heading: TO THE ELECTORS OF WAIKATO WEST. — [574, 931, 723, 953]
holland-butler-ad — [379, 1142, 551, 1330]
sweepstake-ad — [196, 54, 368, 138]
race-item: 2.—Maiden Plate, of — sovs.; weight for age; 1½ miles for horses that have never won a stake exceeding £10; entrance 2 sovs. — [196, 681, 369, 724]
ad-heading: J U S T A R R I V E D , — [385, 1578, 545, 1613]
ad-signature: Proprietor. — [196, 1939, 243, 1950]
ad-line: the property of Messrs Fleming and Somerfield, their — [936, 241, 1094, 262]
ad-body: THIS celebrated imported Clydesdale Stallion will travel in the Waikato as under this season, and serve a limited number of mares. Prince Arthur will stand at Ohaupo on Monday; Cambridge on Tuesday; Hamilton on Wednesday and Thursday; Ngaruawahia on Friday; and Hamilton on Saturday. Terms—£5 each mare; Grassage 5s each. All payments by 1st January, 1876. For further particulars apply to the undersigned. The undersigned would remark that Prince Arthur has established a reputation for producing heavy draft stock, equal to the best ever bred in the colony, and three of his stock are now serving as Heavy Draught Sires in the Auckland District, where the Prince Arthur served successfully for several years. — [745, 118, 918, 330]
bull-icon — [980, 60, 1050, 96]
column-heading: Miscellaneous. — [746, 35, 918, 50]
ad-body: Country Storekeepers, Sawmill Owners, Settlers, and large consumers, should order the following lines in wholesale quantities, and are offered at the lowest current rates: — [13, 298, 186, 351]
ad-line: IMPORTER OF — [982, 1576, 1048, 1587]
ad-heading: A I C K I N, — [18, 55, 180, 81]
ad-subheading: THIS DAY, — [244, 171, 321, 186]
bibles-ad — [13, 1715, 185, 1902]
banks-ad — [196, 138, 368, 203]
ad-body: Toilet Goods, Surgical Appliances, &c., &c., HAS JUST RECEIVED— Warrick Frere's Superior Extract of Flowers and Bouquets, in 1 lb bottles. Pinaud's celebrated Perfumes, in large and small bottles. Piesse and Lubin's new Perfumes. Brierbach's new Perfumes. D. F'Kore's Saltengance, 4 pints and 8 pints. Crystal Acid and Howard's Soda supplied with Saltengance. Calvert's Carbolic Acid, for disinfecting. Calvert's Carbolic Soap, household and toilet. Bully's Hygenic Toilet Vinegar, disinfectant, refrigerant, and cleansing. — [13, 126, 186, 286]
ad-signature: W. STEELE, Hamilton. — [928, 1454, 1025, 1465]
ad-subheading: PALLIASSES AND MATTRASSES, ALL SIZES. — [748, 1448, 916, 1470]
ad-subheading: PATENT MEDICINES. — [51, 799, 148, 810]
